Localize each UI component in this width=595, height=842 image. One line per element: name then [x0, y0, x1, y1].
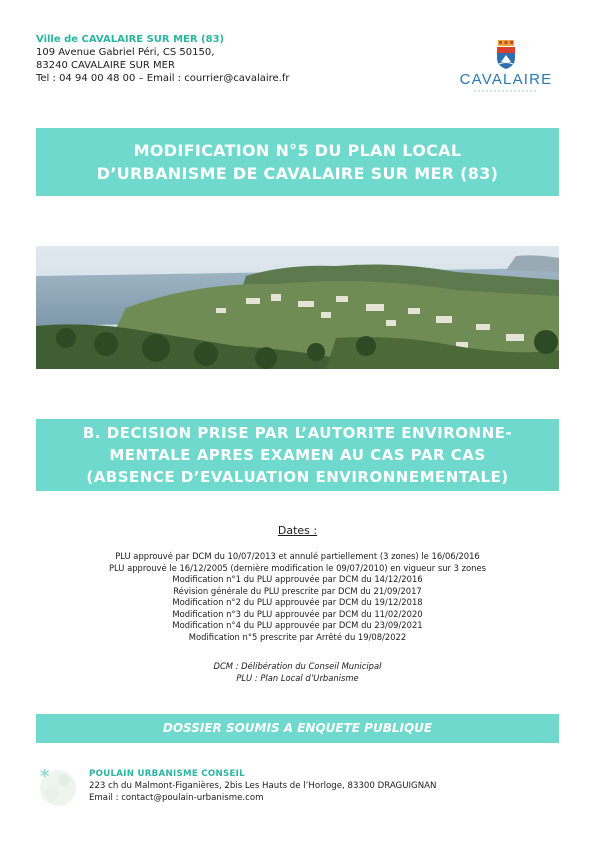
definition-dcm: DCM : Délibération du Conseil Municipal: [213, 661, 382, 671]
cavalaire-crest-icon: [495, 40, 517, 70]
logo-name: CAVALAIRE: [459, 71, 553, 88]
address-line-1: 109 Avenue Gabriel Péri, CS 50150,: [36, 47, 215, 58]
subtitle-line-2: MENTALE APRES EXAMEN AU CAS PAR CAS: [109, 446, 486, 464]
firm-email: Email : contact@poulain-urbanisme.com: [89, 793, 264, 803]
address-line-2: 83240 CAVALAIRE SUR MER: [36, 60, 175, 71]
date-item: Modification n°1 du PLU approuvée par DCM du 14/12/2016: [172, 574, 423, 584]
date-item: Modification n°3 du PLU approuvée par DCM du 11/02/2020: [172, 608, 423, 619]
date-item: Modification n°2 du PLU approuvée par DCM du 19/12/2018: [172, 597, 423, 607]
date-item: PLU approuvé par DCM du 10/07/2013 et annulé partiellement (3 zones) le 16/06/2016: [115, 551, 480, 561]
date-item: Révision générale du PLU prescrite par DCM du 21/09/2017: [173, 585, 422, 596]
public-inquiry-label: DOSSIER SOUMIS A ENQUETE PUBLIQUE: [162, 721, 433, 735]
subtitle-line-1: B. DECISION PRISE PAR L’AUTORITE ENVIRONNE-: [82, 424, 513, 442]
date-item: PLU approuvé le 16/12/2005 (dernière modification le 09/07/2010) en vigueur sur 3 zones: [109, 562, 486, 573]
dates-heading: Dates :: [277, 524, 318, 537]
date-item: Modification n°4 du PLU approuvée par DCM du 23/09/2021: [172, 620, 423, 630]
header-contact: [36, 33, 436, 85]
firm-address: 223 ch du Malmont-Figanières, 2bis Les Hauts de l’Horloge, 83300 DRAGUIGNAN: [89, 781, 437, 791]
abbreviation-definitions: [36, 660, 559, 684]
public-inquiry-band: [36, 714, 559, 743]
coastal-town-panorama: [36, 246, 559, 369]
title-line-1: MODIFICATION N°5 DU PLAN LOCAL: [133, 141, 462, 160]
document-title: [36, 128, 559, 185]
contact-line: Tel : 04 94 00 48 00 – Email : courrier@cavalaire.fr: [36, 73, 290, 84]
definition-plu: PLU : Plan Local d’Urbanisme: [236, 673, 359, 683]
cavalaire-logo: [456, 40, 556, 105]
dates-section: [36, 524, 559, 643]
firm-name: POULAIN URBANISME CONSEIL: [89, 769, 245, 779]
date-item: Modification n°5 prescrite par Arrêté du 19/08/2022: [188, 631, 407, 642]
svg-text:*: *: [40, 766, 50, 787]
town-name: Ville de CAVALAIRE SUR MER (83): [36, 34, 225, 45]
title-band: [36, 128, 559, 196]
poulain-logo-icon: [36, 764, 78, 808]
document-subtitle: [36, 419, 559, 488]
title-line-2: D’URBANISME DE CAVALAIRE SUR MER (83): [96, 164, 499, 183]
subtitle-line-3: (ABSENCE D’EVALUATION ENVIRONNEMENTALE): [86, 468, 509, 486]
subtitle-band: [36, 419, 559, 491]
logo-tagline: [456, 89, 556, 94]
